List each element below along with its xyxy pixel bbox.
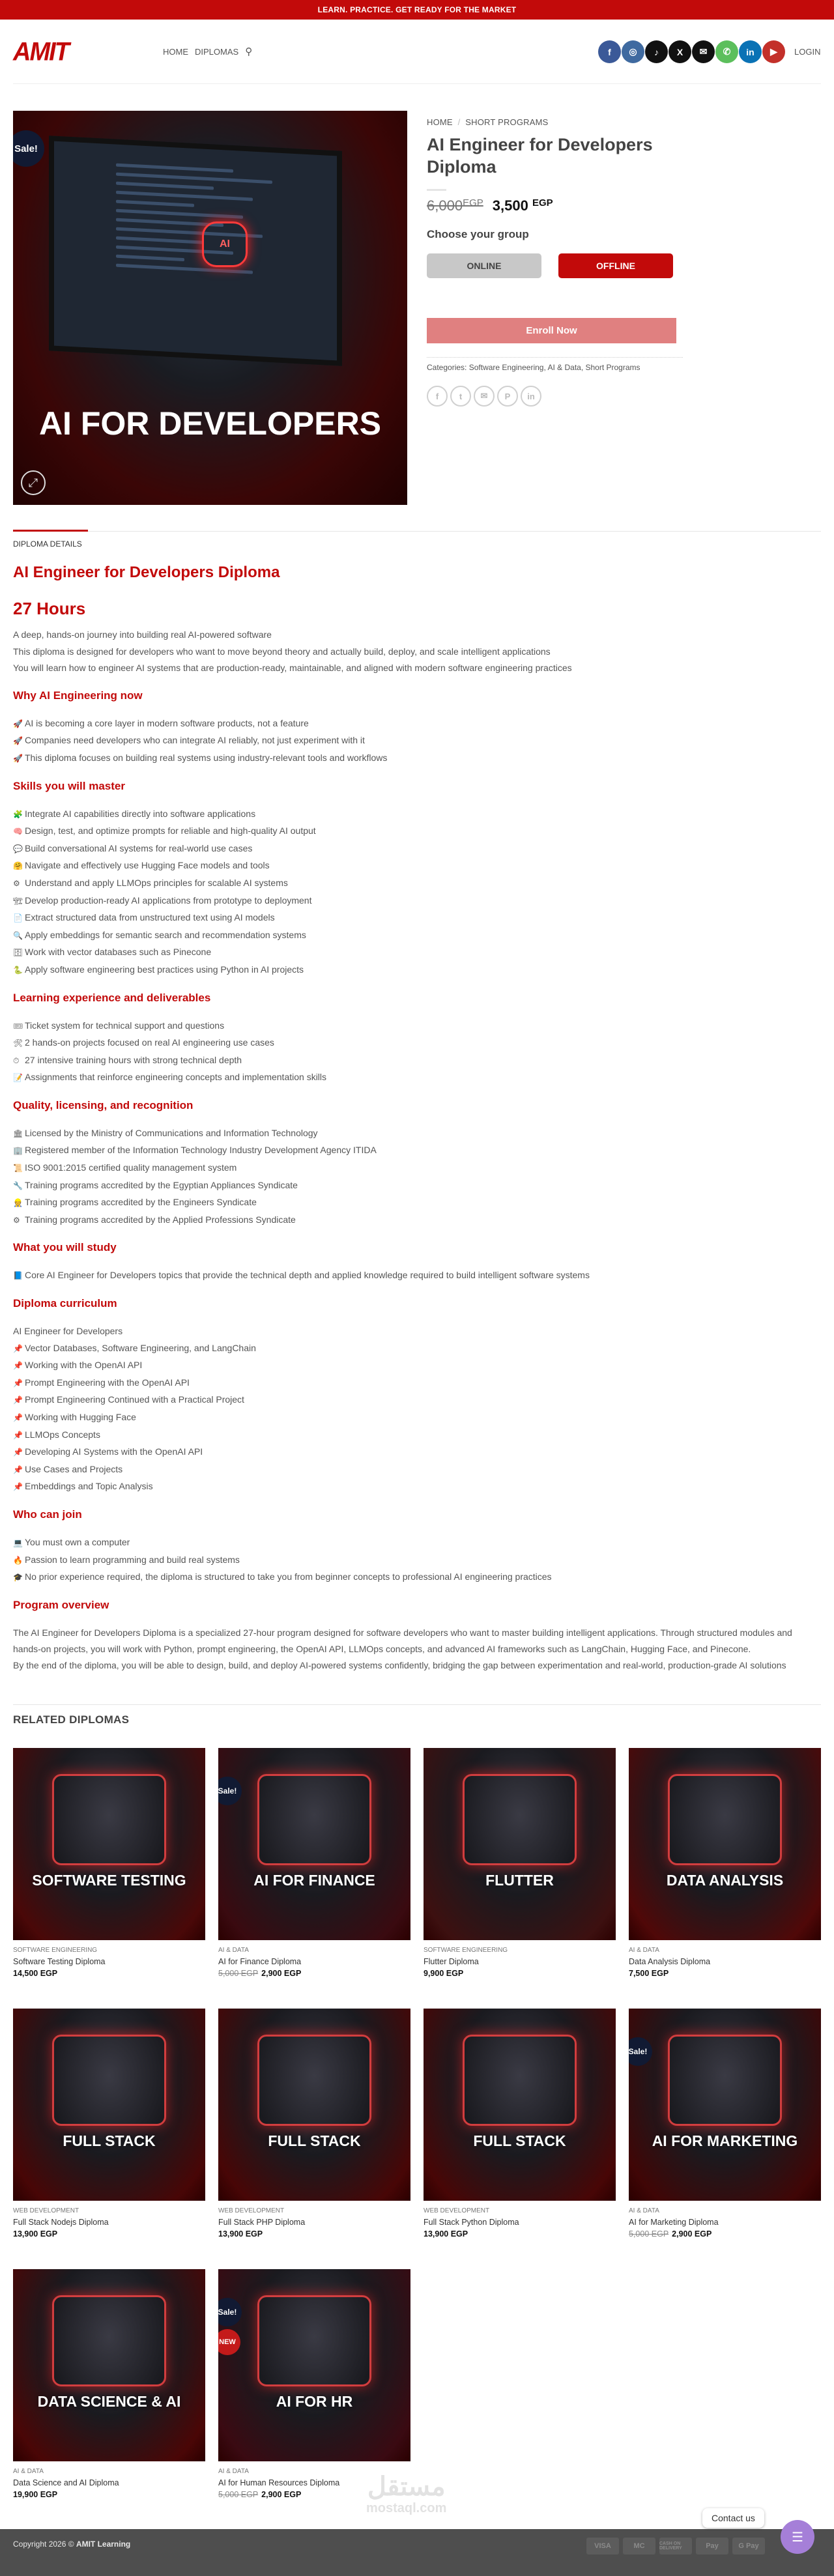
card-current-price: 2,900 EGP <box>261 1969 302 1978</box>
monitor-illustration <box>49 136 342 366</box>
bullet-icon: 📌 <box>13 1361 23 1371</box>
card-image-caption: AI FOR MARKETING <box>652 2132 798 2149</box>
bullet-icon: 🧩 <box>13 809 23 819</box>
card-illustration <box>52 2295 166 2386</box>
card-title[interactable]: AI for Human Resources Diploma <box>218 2478 340 2487</box>
overview-paragraph: By the end of the diploma, you will be able to design, build, and deploy AI-powered systems confidently, bridging the gap between experimentation and real-world, production-grade AI solutions <box>13 1659 786 1670</box>
list-item <box>13 1035 821 1052</box>
list-item-text: AI is becoming a core layer in modern software products, not a feature <box>25 717 309 728</box>
card-price <box>218 2229 410 2239</box>
breadcrumb-short-programs[interactable]: SHORT PROGRAMS <box>465 117 549 127</box>
bullet-icon: 🏗 <box>13 896 23 906</box>
card-image-caption: FULL STACK <box>63 2132 156 2149</box>
product-card-image[interactable] <box>218 2269 410 2461</box>
new-badge: NEW <box>218 2329 240 2355</box>
product-card-image[interactable] <box>218 2009 410 2201</box>
nav-home[interactable]: HOME <box>163 46 188 57</box>
list-item-text: Working with Hugging Face <box>25 1412 136 1422</box>
list-item-text: Training programs accredited by the Egyptian Appliances Syndicate <box>25 1179 298 1190</box>
old-price: $6,000^{EGP}$ <box>427 197 483 214</box>
card-price <box>424 1969 616 1978</box>
list-item-text: Training programs accredited by the Applied Professions Syndicate <box>25 1214 296 1225</box>
list-item <box>13 1267 821 1285</box>
card-old-price: 5,000 EGP <box>218 1969 259 1978</box>
card-current-price: 14,500 EGP <box>13 1969 58 1978</box>
email-icon[interactable]: ✉ <box>692 40 715 63</box>
list-item <box>13 1052 821 1070</box>
copyright: Copyright 2026 © AMIT Learning <box>13 2540 131 2549</box>
list-item <box>13 1160 821 1177</box>
social-links <box>598 40 785 63</box>
card-image-caption: FLUTTER <box>485 1872 554 1889</box>
share-linkedin-icon[interactable]: in <box>521 386 541 407</box>
card-title[interactable]: Data Analysis Diploma <box>629 1957 711 1966</box>
list-item <box>13 732 821 750</box>
bullet-icon: 🧠 <box>13 827 23 837</box>
bullet-icon: 📌 <box>13 1482 23 1492</box>
list-item <box>13 715 821 733</box>
list-item-text: Assignments that reinforce engineering concepts and implementation skills <box>25 1072 327 1083</box>
card-title[interactable]: Software Testing Diploma <box>13 1957 106 1966</box>
list-item-text: No prior experience required, the diploma is structured to take you from beginner concepts to professional AI engineering practices <box>25 1571 552 1582</box>
product-card[interactable] <box>13 2009 205 2239</box>
bullet-icon: 📌 <box>13 1343 23 1353</box>
detail-sections <box>13 687 821 1586</box>
card-price <box>218 1969 410 1978</box>
section-heading: Program overview <box>13 1598 109 1611</box>
bullet-icon: 💬 <box>13 844 23 853</box>
instagram-icon[interactable]: ◎ <box>622 40 644 63</box>
main-nav <box>163 46 252 57</box>
card-current-price: 9,900 EGP <box>424 1969 464 1978</box>
list-item <box>13 1461 821 1479</box>
bullet-icon: 🗄 <box>13 948 23 958</box>
bullet-icon: 🎟 <box>13 1021 23 1031</box>
bullet-icon: 🛠 <box>13 1038 23 1048</box>
product-card[interactable] <box>218 2009 410 2239</box>
list-item-text: Developing AI Systems with the OpenAI API <box>25 1446 203 1457</box>
list-item <box>13 1194 821 1212</box>
payment-2-icon: CASH ON DELIVERY <box>659 2538 692 2555</box>
list-item-text: Core AI Engineer for Developers topics that provide the technical depth and applied knowledge required to build intelligent software systems <box>25 1270 590 1281</box>
card-category[interactable]: WEB DEVELOPMENT <box>13 2207 79 2214</box>
robot-icon: AI <box>202 222 248 267</box>
card-category[interactable]: SOFTWARE ENGINEERING <box>424 1947 508 1954</box>
list-item-text: Training programs accredited by the Engineers Syndicate <box>25 1197 257 1208</box>
product-card[interactable] <box>218 1748 410 1978</box>
product-card-image[interactable] <box>13 2269 205 2461</box>
card-price <box>13 1969 205 1978</box>
group-offline-button[interactable]: OFFLINE <box>558 253 673 278</box>
card-price <box>629 2229 821 2239</box>
list-item <box>13 857 821 875</box>
list-item-text: You must own a computer <box>25 1536 130 1547</box>
list-item <box>13 1375 821 1392</box>
intro-line: A deep, hands-on journey into building real AI-powered software <box>13 629 272 640</box>
list-item <box>13 1409 821 1427</box>
list-item <box>13 909 821 927</box>
card-price <box>13 2490 205 2499</box>
card-old-price: 5,000 EGP <box>218 2490 259 2499</box>
enroll-now-button[interactable]: Enroll Now <box>427 318 676 343</box>
product-title: AI Engineer for Developers Diploma <box>427 135 653 177</box>
facebook-icon[interactable]: f <box>598 40 621 63</box>
list-item <box>13 750 821 767</box>
sale-badge: Sale! <box>629 2037 652 2066</box>
phone-icon[interactable]: ✆ <box>715 40 738 63</box>
group-online-button[interactable]: ONLINE <box>427 253 541 278</box>
list-item-text: Ticket system for technical support and questions <box>25 1020 225 1031</box>
tab-divider <box>13 531 821 532</box>
nav-diplomas[interactable]: DIPLOMAS <box>195 46 239 57</box>
payment-0-icon: VISA <box>586 2538 619 2555</box>
product-card-image[interactable] <box>13 1748 205 1940</box>
card-current-price: 13,900 EGP <box>424 2229 468 2239</box>
card-illustration <box>257 2295 371 2386</box>
card-title[interactable]: Full Stack Nodejs Diploma <box>13 2218 109 2227</box>
list-item <box>13 823 821 840</box>
bullet-icon: 🚀 <box>13 753 23 763</box>
card-title[interactable]: AI for Finance Diploma <box>218 1957 302 1966</box>
list-item-text: Passion to learn programming and build real systems <box>25 1554 240 1565</box>
product-card[interactable] <box>629 1748 821 1978</box>
breadcrumb-separator: / <box>457 117 461 127</box>
sale-badge: Sale! <box>13 130 44 167</box>
card-image-caption: SOFTWARE TESTING <box>32 1872 186 1889</box>
categories-label: Categories: <box>427 363 467 372</box>
list-item-text: Prompt Engineering Continued with a Practical Project <box>25 1394 244 1405</box>
card-illustration <box>668 1774 782 1865</box>
payment-3-icon: Pay <box>696 2538 728 2555</box>
card-price <box>629 1969 821 1978</box>
list-item <box>13 1069 821 1087</box>
chat-icon[interactable]: ☰ <box>781 2520 814 2554</box>
choose-group-label: Choose your group <box>427 228 529 240</box>
product-card-image[interactable] <box>424 1748 616 1940</box>
card-category[interactable]: AI & DATA <box>629 2207 659 2214</box>
card-title[interactable]: Full Stack PHP Diploma <box>218 2218 306 2227</box>
card-price <box>424 2229 616 2239</box>
breadcrumb-home[interactable]: HOME <box>427 117 453 127</box>
card-title[interactable]: Flutter Diploma <box>424 1957 479 1966</box>
product-card-image[interactable] <box>629 1748 821 1940</box>
bullet-icon: 📘 <box>13 1271 23 1281</box>
section-heading: Diploma curriculum <box>13 1297 117 1310</box>
list-item-text: 27 intensive training hours with strong technical depth <box>25 1054 242 1065</box>
amit-logo[interactable]: AMIT <box>13 37 68 67</box>
bullet-icon: 🔧 <box>13 1181 23 1190</box>
section-heading: Quality, licensing, and recognition <box>13 1098 194 1111</box>
bullet-icon: 👷 <box>13 1198 23 1208</box>
product-card-image[interactable] <box>13 2009 205 2201</box>
list-item <box>13 1340 821 1358</box>
list-item-text: Apply software engineering best practices using Python in AI projects <box>25 964 304 975</box>
bullet-icon: 🏢 <box>13 1146 23 1156</box>
active-tab-indicator <box>13 530 88 532</box>
bullet-icon: ⏱ <box>13 1055 20 1065</box>
section-heading: What you will study <box>13 1241 117 1254</box>
bullet-icon: ⚙ <box>13 1215 20 1225</box>
section-heading: Who can join <box>13 1508 82 1521</box>
card-image-caption: FULL STACK <box>268 2132 361 2149</box>
youtube-icon[interactable]: ▶ <box>762 40 785 63</box>
list-item-text: Prompt Engineering with the OpenAI API <box>25 1377 190 1388</box>
card-category[interactable]: AI & DATA <box>629 1947 659 1954</box>
list-item-text: This diploma focuses on building real systems using industry-relevant tools and workflows <box>25 752 388 763</box>
list-item-text: Navigate and effectively use Hugging Face models and tools <box>25 860 270 871</box>
bullet-icon: 📌 <box>13 1430 23 1440</box>
product-card[interactable] <box>218 2269 410 2499</box>
list-item-text: Use Cases and Projects <box>25 1463 123 1474</box>
product-card[interactable] <box>13 2269 205 2499</box>
list-item <box>13 1552 821 1569</box>
bullet-icon: 🎓 <box>13 1573 23 1582</box>
share-buttons <box>427 386 541 407</box>
bullet-icon: 🔥 <box>13 1555 23 1565</box>
list-item-text: Licensed by the Ministry of Communications and Information Technology <box>25 1127 318 1138</box>
list-item <box>13 944 821 962</box>
payment-1-icon: MC <box>623 2538 655 2555</box>
card-illustration <box>463 2035 577 2126</box>
product-card[interactable] <box>424 1748 616 1978</box>
list-item-text: Companies need developers who can integrate AI reliably, not just experiment with it <box>25 735 365 746</box>
list-item <box>13 806 821 823</box>
card-category[interactable]: WEB DEVELOPMENT <box>424 2207 490 2214</box>
intro-line: You will learn how to engineer AI systems that are production-ready, maintainable, and aligned with modern software engineering practices <box>13 663 572 674</box>
details-title: AI Engineer for Developers Diploma <box>13 564 280 581</box>
card-image-caption: AI FOR HR <box>276 2393 353 2410</box>
related-heading: RELATED DIPLOMAS <box>13 1713 130 1726</box>
intro <box>13 627 821 677</box>
list-item <box>13 1427 821 1444</box>
section-heading: Learning experience and deliverables <box>13 991 211 1004</box>
card-current-price: 2,900 EGP <box>261 2490 302 2499</box>
list-item <box>13 962 821 979</box>
list-item <box>13 1357 821 1375</box>
program-overview <box>13 1625 821 1674</box>
list-item <box>13 1392 821 1409</box>
list-item-text: LLMOps Concepts <box>25 1429 100 1440</box>
list-item <box>13 1142 821 1160</box>
card-title[interactable]: AI for Marketing Diploma <box>629 2218 719 2227</box>
card-category[interactable]: WEB DEVELOPMENT <box>218 2207 285 2214</box>
overview-paragraph: The AI Engineer for Developers Diploma is a specialized 27-hour program designed for software developers who want to master building intelligent applications. Through structured modules and hands-on projects, you will work with Python, prompt engineering, the OpenAI API, LLMOps concepts, and advanced AI frameworks such as LangChain, Hugging Face, and Pinecone. <box>13 1627 792 1654</box>
list-item <box>13 1478 821 1496</box>
product-card-image[interactable] <box>424 2009 616 2201</box>
card-image-caption: DATA ANALYSIS <box>666 1872 784 1889</box>
product-image-caption: AI FOR DEVELOPERS <box>38 405 382 442</box>
product-image[interactable] <box>13 111 407 505</box>
list-item-text: Vector Databases, Software Engineering, and LangChain <box>25 1342 256 1353</box>
divider <box>427 357 683 358</box>
card-illustration <box>257 2035 371 2126</box>
price <box>427 197 553 214</box>
list-item-text: Work with vector databases such as Pinecone <box>25 947 212 958</box>
list-item <box>13 1177 821 1195</box>
list-item <box>13 840 821 858</box>
title-divider <box>427 189 446 191</box>
product-card[interactable] <box>629 2009 821 2239</box>
bullet-icon: 🔍 <box>13 930 23 940</box>
mostaql-watermark: مستقل mostaql.com <box>366 2472 447 2515</box>
payment-methods <box>586 2538 765 2555</box>
share-facebook-icon[interactable]: f <box>427 386 448 407</box>
bullet-icon: 🏛 <box>13 1128 23 1138</box>
share-twitter-icon[interactable]: t <box>450 386 471 407</box>
card-title[interactable]: Full Stack Python Diploma <box>424 2218 519 2227</box>
share-email-icon[interactable]: ✉ <box>474 386 495 407</box>
list-item <box>13 893 821 910</box>
card-illustration <box>668 2035 782 2126</box>
card-illustration <box>52 1774 166 1865</box>
linkedin-icon[interactable]: in <box>739 40 762 63</box>
bullet-icon: 🐍 <box>13 965 23 975</box>
card-price <box>13 2229 205 2239</box>
card-title[interactable]: Data Science and AI Diploma <box>13 2478 119 2487</box>
bullet-icon: 📌 <box>13 1378 23 1388</box>
product-card-image[interactable] <box>629 2009 821 2201</box>
list-item <box>13 927 821 945</box>
category-links[interactable]: Software Engineering, AI & Data, Short Programs <box>468 363 640 372</box>
card-image-caption: DATA SCIENCE & AI <box>37 2393 181 2410</box>
tab-diploma-details[interactable]: DIPLOMA DETAILS <box>13 539 82 549</box>
list-item-text: Integrate AI capabilities directly into software applications <box>25 808 256 819</box>
list-item-text: Apply embeddings for semantic search and recommendation systems <box>25 929 306 940</box>
x-icon[interactable]: X <box>669 40 691 63</box>
categories <box>427 363 640 372</box>
list-item <box>13 1212 821 1229</box>
list-item-text: Design, test, and optimize prompts for reliable and high-quality AI output <box>25 825 316 837</box>
list-item <box>13 1018 821 1035</box>
section-heading: Why AI Engineering now <box>13 689 143 702</box>
bullet-icon: 📄 <box>13 913 23 923</box>
list-item-text: Working with the OpenAI API <box>25 1360 143 1371</box>
share-pinterest-icon[interactable]: P <box>497 386 518 407</box>
list-item-text: Develop production-ready AI applications from prototype to deployment <box>25 894 312 906</box>
intro-line: This diploma is designed for developers who want to move beyond theory and actually build, deploy, and scale intelligent applications <box>13 646 551 657</box>
login-link[interactable]: LOGIN <box>794 47 821 57</box>
list-item <box>13 1534 821 1552</box>
list-item <box>13 1323 821 1340</box>
card-illustration <box>52 2035 166 2126</box>
list-item <box>13 1444 821 1461</box>
list-item-text: ISO 9001:2015 certified quality management system <box>25 1162 237 1173</box>
sale-badge: Sale! <box>218 2298 242 2326</box>
diploma-details <box>13 562 821 1674</box>
bullet-icon: 📌 <box>13 1448 23 1457</box>
card-category[interactable]: SOFTWARE ENGINEERING <box>13 1947 98 1954</box>
sale-price: 3,500 $^{EGP}$ <box>492 197 553 214</box>
list-item-text: Registered member of the Information Technology Industry Development Agency ITIDA <box>25 1145 377 1156</box>
bullet-icon: 📝 <box>13 1073 23 1083</box>
product-card[interactable] <box>424 2009 616 2239</box>
expand-icon[interactable]: ⤢ <box>21 470 46 495</box>
card-illustration <box>463 1774 577 1865</box>
card-category[interactable]: AI & DATA <box>218 2468 249 2475</box>
bullet-icon: 📜 <box>13 1164 23 1173</box>
list-item-text: 2 hands-on projects focused on real AI engineering use cases <box>25 1037 274 1048</box>
bullet-icon: 🚀 <box>13 736 23 746</box>
list-item-text: AI Engineer for Developers <box>13 1326 123 1337</box>
header-divider <box>13 83 821 84</box>
related-divider <box>13 1704 821 1705</box>
card-image-caption: AI FOR FINANCE <box>253 1872 375 1889</box>
tiktok-icon[interactable]: ♪ <box>645 40 668 63</box>
list-item <box>13 875 821 893</box>
bullet-icon: 🚀 <box>13 719 23 728</box>
list-item-text: Build conversational AI systems for real-world use cases <box>25 842 253 853</box>
details-hours: 27 Hours <box>13 599 86 618</box>
bullet-icon: 🤗 <box>13 861 23 871</box>
search-icon[interactable]: ⚲ <box>245 46 253 57</box>
list-item <box>13 1125 821 1143</box>
list-item-text: Understand and apply LLMOps principles for scalable AI systems <box>25 877 288 888</box>
list-item-text: Embeddings and Topic Analysis <box>25 1481 153 1492</box>
list-item <box>13 1569 821 1586</box>
bullet-icon: 📌 <box>13 1395 23 1405</box>
card-illustration <box>257 1774 371 1865</box>
list-item-text: Extract structured data from unstructured text using AI models <box>25 912 275 923</box>
card-current-price: 7,500 EGP <box>629 1969 669 1978</box>
card-category[interactable]: AI & DATA <box>13 2468 44 2475</box>
sale-badge: Sale! <box>218 1777 242 1805</box>
product-card-image[interactable] <box>218 1748 410 1940</box>
card-current-price: 13,900 EGP <box>218 2229 263 2239</box>
card-image-caption: FULL STACK <box>473 2132 566 2149</box>
payment-4-icon: G Pay <box>732 2538 765 2555</box>
card-old-price: 5,000 EGP <box>629 2229 669 2239</box>
card-category[interactable]: AI & DATA <box>218 1947 249 1954</box>
bullet-icon: 💻 <box>13 1538 23 1547</box>
card-current-price: 19,900 EGP <box>13 2490 58 2499</box>
contact-us-bubble[interactable]: Contact us <box>702 2508 764 2528</box>
section-heading: Skills you will master <box>13 779 125 792</box>
bullet-icon: 📌 <box>13 1413 23 1422</box>
card-current-price: 13,900 EGP <box>13 2229 58 2239</box>
bullet-icon: 📌 <box>13 1465 23 1474</box>
product-card[interactable] <box>13 1748 205 1978</box>
announcement-bar: LEARN. PRACTICE. GET READY FOR THE MARKET <box>0 0 834 20</box>
breadcrumb <box>427 117 549 127</box>
card-current-price: 2,900 EGP <box>672 2229 712 2239</box>
bullet-icon: ⚙ <box>13 878 20 888</box>
